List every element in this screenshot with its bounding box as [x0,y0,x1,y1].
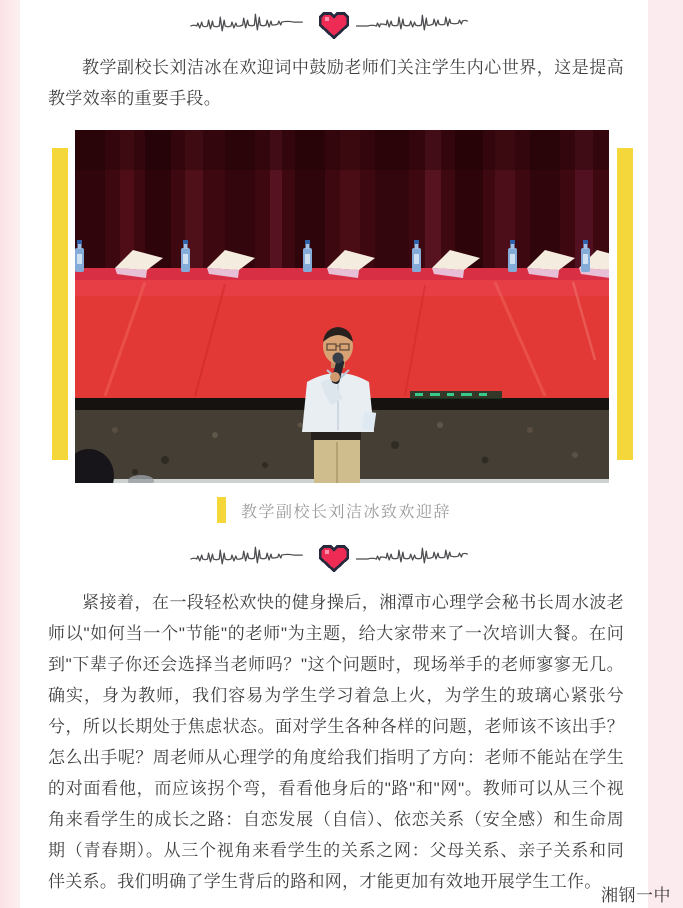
photo-block [20,130,648,483]
soundwave-left-icon [190,545,312,571]
paragraph-welcome: 教学副校长刘洁冰在欢迎词中鼓励老师们关注学生内心世界，这是提高教学效率的重要手段。 [48,58,624,108]
soundwave-left-icon [190,12,312,38]
section-divider-middle [20,543,648,573]
watermark: 湘钢一中 [601,886,671,905]
soundwave-right-icon [356,545,478,571]
pixel-heart-icon [319,11,349,39]
page-left-margin [0,0,20,908]
pixel-heart-icon [319,544,349,572]
speech-photo[interactable] [75,130,609,483]
article-content [20,0,648,908]
photo-caption [20,497,648,523]
section-divider-top [20,10,648,40]
caption-marker [217,497,226,523]
photo-accent-bar-right [617,148,633,460]
soundwave-right-icon [356,12,478,38]
caption-text: 教学副校长刘洁冰致欢迎辞 [240,503,451,521]
led-sign [410,391,502,399]
page-right-margin [647,0,683,908]
photo-accent-bar-left [52,148,68,460]
paragraph-training: 紧接着，在一段轻松欢快的健身操后，湘潭市心理学会秘书长周水波老师以"如何当一个"节能"的老师"为主题，给大家带来了一次培训大餐。在问到"下辈子你还会选择当老师吗？"这个问题时，现场举手的老师寥寥无几。确实，身为教师，我们容易为学生学习着急上火，为学生的玻璃心紧张兮兮，所以长期处于焦虑状态。面对学生各种各样的问题，老师该不该出手？怎么出手呢？周老师从心理学的角度给我们指明了方向：老师不能站在学生的对面看他，而应该拐个弯，看看他身后的"路"和"网"。教师可以从三个视角来看学生的成长之路：自恋发展（自信）、依恋关系（安全感）和生命周期（青春期）。从三个视角来看学生的关系之网：父母关系、亲子关系和同伴关系。我们明确了学生背后的路和网，才能更加有效地开展学生工作。 [48,593,624,891]
curtain [75,130,609,272]
